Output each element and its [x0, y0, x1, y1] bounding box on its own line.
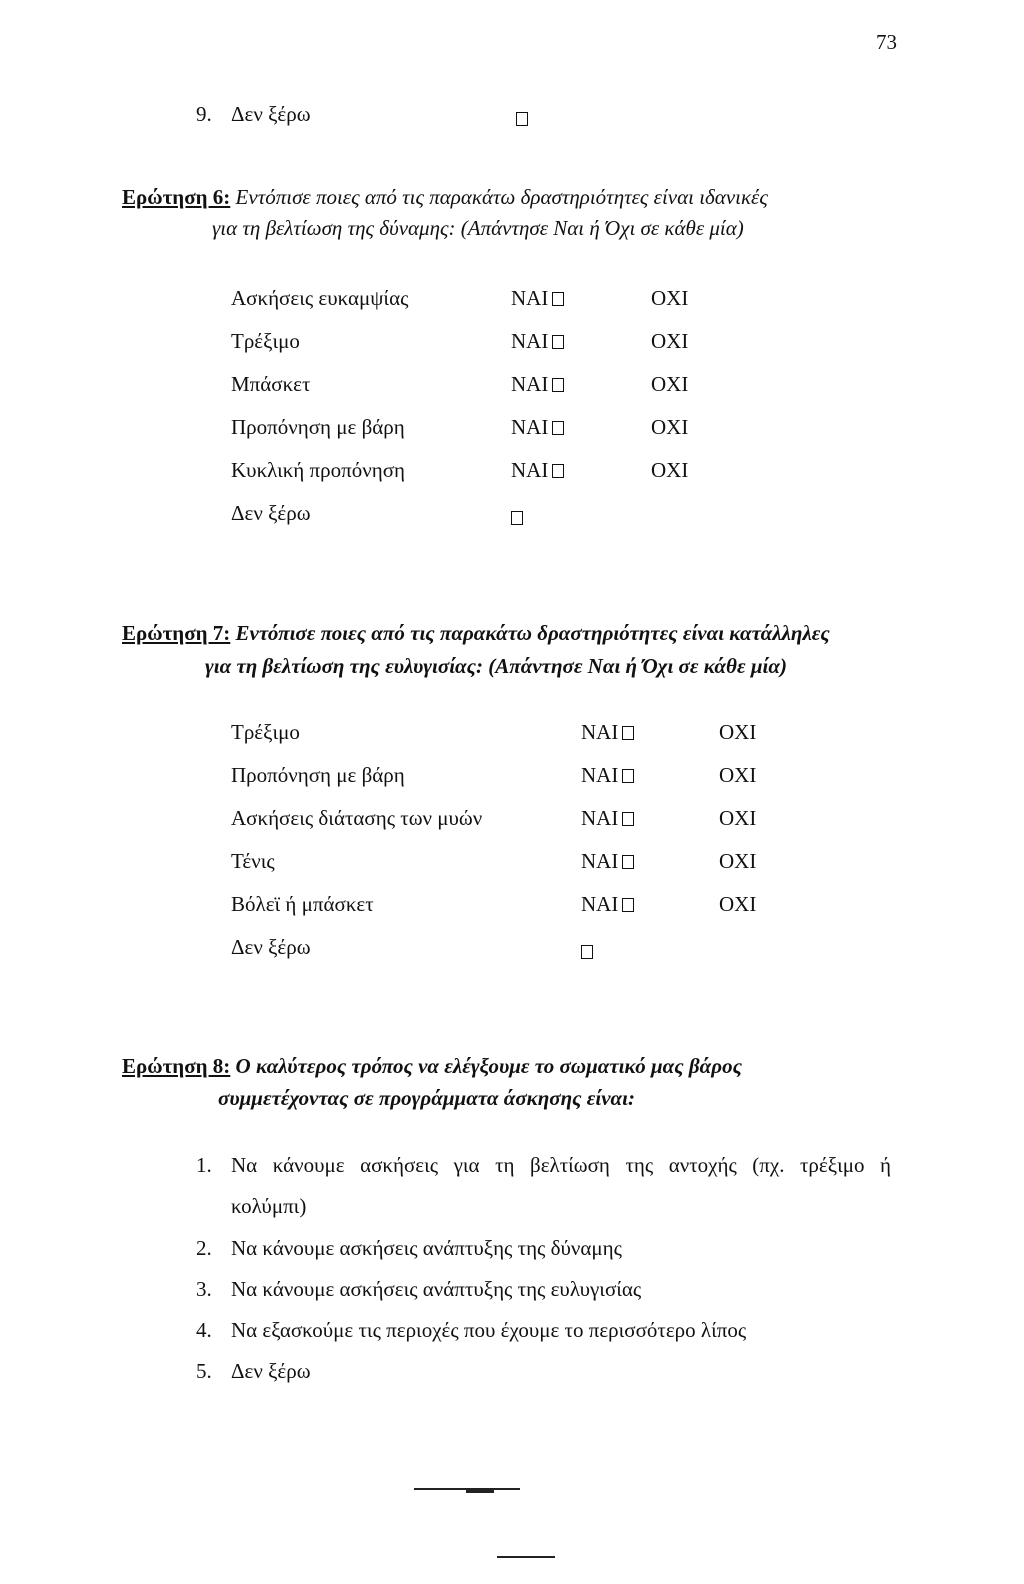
- q7-row-yes: [581, 763, 634, 788]
- q7-row-activity: Βόλεϊ ή μπάσκετ: [231, 892, 374, 916]
- yes-checkbox[interactable]: [622, 812, 634, 826]
- no-label: ΟΧΙ: [651, 329, 689, 353]
- q6-row-yes: [511, 329, 564, 354]
- q7-text-line2: για τη βελτίωση της ευλυγισίας: (Απάντησε Ναι ή Όχι σε κάθε μία): [205, 654, 787, 678]
- page-number: 73: [876, 30, 897, 54]
- q6-row-activity: Κυκλική προπόνηση: [231, 458, 405, 482]
- q6-row-activity: Τρέξιμο: [231, 329, 300, 353]
- q6-row-yes: [511, 286, 564, 311]
- yes-label: ΝΑΙ: [581, 806, 619, 830]
- yes-checkbox[interactable]: [552, 378, 564, 392]
- yes-label: ΝΑΙ: [581, 720, 619, 744]
- q6-row-activity: Προπόνηση με βάρη: [231, 415, 405, 439]
- q7-label: Ερώτηση 7:: [122, 621, 231, 645]
- q8-option-text[interactable]: Να εξασκούμε τις περιοχές που έχουμε το περισσότερο λίπος: [231, 1318, 747, 1342]
- q8-text-line1: Ο καλύτερος τρόπος να ελέγξουμε το σωματικό μας βάρος: [235, 1054, 742, 1078]
- q7-dont-know-label: Δεν ξέρω: [231, 935, 311, 959]
- yes-checkbox[interactable]: [552, 292, 564, 306]
- yes-checkbox[interactable]: [622, 898, 634, 912]
- no-label: ΟΧΙ: [651, 415, 689, 439]
- no-label: ΟΧΙ: [651, 458, 689, 482]
- q8-option-number: 2.: [196, 1236, 212, 1260]
- footer-rule-mark: [466, 1490, 494, 1493]
- q6-label: Ερώτηση 6:: [122, 185, 231, 209]
- yes-checkbox[interactable]: [552, 421, 564, 435]
- no-label: ΟΧΙ: [719, 806, 757, 830]
- q6-row-yes: [511, 458, 564, 483]
- yes-label: ΝΑΙ: [581, 763, 619, 787]
- no-label: ΟΧΙ: [719, 720, 757, 744]
- q6-text-line1: Εντόπισε ποιες από τις παρακάτω δραστηριότητες είναι ιδανικές: [235, 185, 768, 209]
- q6-text-line2: για τη βελτίωση της δύναμης: (Απάντησε Ναι ή Όχι σε κάθε μία): [212, 216, 744, 240]
- q6-row-activity: Μπάσκετ: [231, 372, 311, 396]
- q5-option-9-label: Δεν ξέρω: [231, 102, 311, 126]
- yes-checkbox[interactable]: [552, 335, 564, 349]
- q6-dont-know-checkbox[interactable]: [511, 511, 523, 525]
- q6-row-yes: [511, 372, 564, 397]
- q8-option-text-continued: κολύμπι): [231, 1194, 307, 1218]
- yes-checkbox[interactable]: [622, 726, 634, 740]
- yes-checkbox[interactable]: [552, 464, 564, 478]
- q8-option-text[interactable]: Να κάνουμε ασκήσεις ανάπτυξης της δύναμης: [231, 1236, 622, 1260]
- no-label: ΟΧΙ: [651, 286, 689, 310]
- q6-row-activity: Ασκήσεις ευκαμψίας: [231, 286, 409, 310]
- q6-dont-know-label: Δεν ξέρω: [231, 501, 311, 525]
- yes-checkbox[interactable]: [622, 769, 634, 783]
- yes-label: ΝΑΙ: [511, 286, 549, 310]
- q8-option-number: 5.: [196, 1359, 212, 1383]
- yes-label: ΝΑΙ: [581, 892, 619, 916]
- q7-row-activity: Προπόνηση με βάρη: [231, 763, 405, 787]
- q8-option-number: 1.: [196, 1153, 212, 1177]
- q8-label: Ερώτηση 8:: [122, 1054, 231, 1078]
- q7-row-yes: [581, 806, 634, 831]
- yes-label: ΝΑΙ: [511, 329, 549, 353]
- q8-option-text[interactable]: Δεν ξέρω: [231, 1359, 311, 1383]
- q8-option-text[interactable]: Να κάνουμε ασκήσεις για τη βελτίωση της αντοχής (πχ. τρέξιμο ή: [231, 1153, 891, 1177]
- no-label: ΟΧΙ: [719, 892, 757, 916]
- q7-dont-know-checkbox[interactable]: [581, 945, 593, 959]
- no-label: ΟΧΙ: [719, 849, 757, 873]
- q7-row-yes: [581, 720, 634, 745]
- q7-question: [122, 621, 830, 646]
- yes-label: ΝΑΙ: [581, 849, 619, 873]
- q7-row-yes: [581, 849, 634, 874]
- q8-option-text[interactable]: Να κάνουμε ασκήσεις ανάπτυξης της ευλυγισίας: [231, 1277, 642, 1301]
- q8-question: [122, 1054, 742, 1079]
- q7-row-activity: Ασκήσεις διάτασης των μυών: [231, 806, 483, 830]
- q8-text-line2: συμμετέχοντας σε προγράμματα άσκησης είναι:: [218, 1086, 635, 1110]
- q6-question: [122, 185, 768, 210]
- q7-row-activity: Τρέξιμο: [231, 720, 300, 744]
- q8-option-number: 4.: [196, 1318, 212, 1342]
- q5-option-9-number: 9.: [196, 102, 212, 126]
- yes-label: ΝΑΙ: [511, 458, 549, 482]
- q7-row-activity: Τένις: [231, 849, 275, 873]
- no-label: ΟΧΙ: [651, 372, 689, 396]
- q6-row-yes: [511, 415, 564, 440]
- yes-label: ΝΑΙ: [511, 372, 549, 396]
- no-label: ΟΧΙ: [719, 763, 757, 787]
- q5-option-9-checkbox[interactable]: [516, 112, 528, 126]
- q7-text-line1: Εντόπισε ποιες από τις παρακάτω δραστηριότητες είναι κατάλληλες: [235, 621, 830, 645]
- yes-checkbox[interactable]: [622, 855, 634, 869]
- q8-option-number: 3.: [196, 1277, 212, 1301]
- footer-rule-lower: [497, 1556, 555, 1558]
- q7-row-yes: [581, 892, 634, 917]
- yes-label: ΝΑΙ: [511, 415, 549, 439]
